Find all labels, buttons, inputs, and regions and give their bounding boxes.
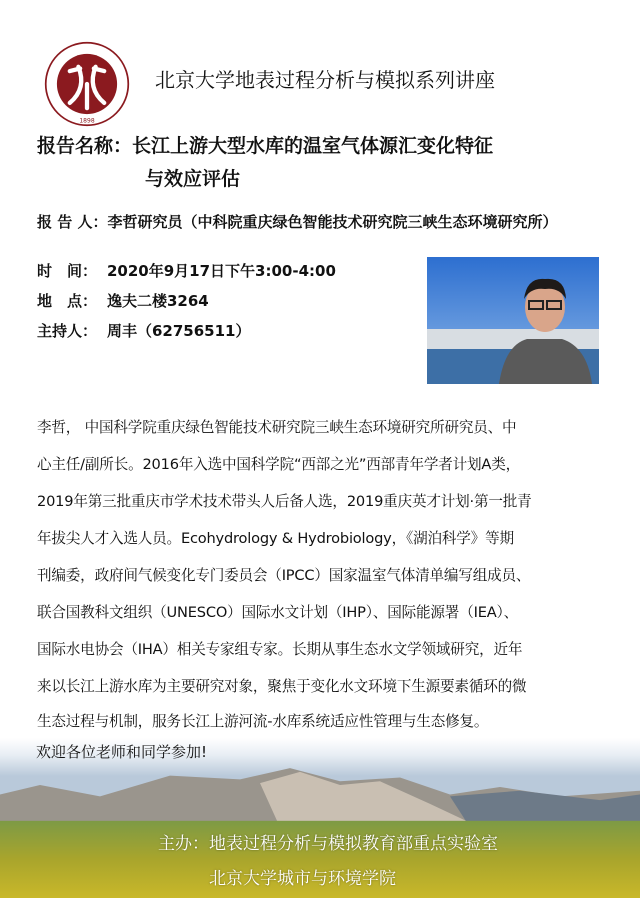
place-row (37, 290, 209, 311)
bio-line: 联合国教科文组织（UNESCO）国际水文计划（IHP）、国际能源署（IEA）、 (37, 604, 518, 621)
bio-line: 心主任/副所长。2016年入选中国科学院“西部之光”西部青年学者计划A类， (37, 456, 520, 473)
host-label: 主持人： (37, 322, 98, 340)
time-value: 2020年9月17日下午3:00-4:00 (107, 262, 336, 280)
bio-line: 李哲， 中国科学院重庆绿色智能技术研究院三峡生态环境研究所研究员、中 (37, 419, 517, 436)
talk-title-line2: 与效应评估 (145, 168, 241, 190)
speaker-photo (427, 257, 599, 384)
time-label: 时 间： (37, 262, 98, 280)
organizer-lab: 主办：地表过程分析与模拟教育部重点实验室 (158, 834, 498, 854)
host-row (37, 320, 251, 341)
organizer-school: 北京大学城市与环境学院 (209, 869, 396, 889)
bio-line: 年拔尖人才入选人员。Ecohydrology & Hydrobiology，《湖泊科学》等期 (37, 530, 514, 547)
bio-line: 生态过程与机制，服务长江上游河流-水库系统适应性管理与生态修复。 (37, 713, 489, 730)
bio-line: 国际水电协会（IHA）相关专家组专家。长期从事生态水文学领域研究，近年 (37, 641, 523, 658)
place-label: 地 点： (37, 292, 98, 310)
welcome-text: 欢迎各位老师和同学参加! (36, 743, 208, 761)
time-row (37, 260, 336, 281)
svg-text:1898: 1898 (79, 117, 95, 125)
series-title: 北京大学地表过程分析与模拟系列讲座 (155, 68, 495, 92)
speaker-label: 报 告 人： (37, 213, 108, 231)
bio-line: 刊编委，政府间气候变化专门委员会（IPCC）国家温室气体清单编写组成员、 (37, 567, 531, 584)
talk-title-label: 报告名称： (37, 135, 133, 157)
talk-title-text: 长江上游大型水库的温室气体源汇变化特征 (132, 135, 494, 157)
place-value: 逸夫二楼3264 (107, 292, 209, 310)
bio-line: 来以长江上游水库为主要研究对象，聚焦于变化水文环境下生源要素循环的微 (37, 678, 527, 695)
speaker-value: 李哲研究员（中科院重庆绿色智能技术研究院三峡生态环境研究所） (107, 213, 558, 231)
bio-line: 2019年第三批重庆市学术技术带头人后备人选，2019重庆英才计划·第一批青 (37, 493, 532, 510)
speaker-row (37, 211, 557, 232)
peking-university-logo (44, 41, 130, 127)
talk-title-line1 (37, 131, 493, 158)
host-value: 周丰（62756511） (107, 322, 251, 340)
